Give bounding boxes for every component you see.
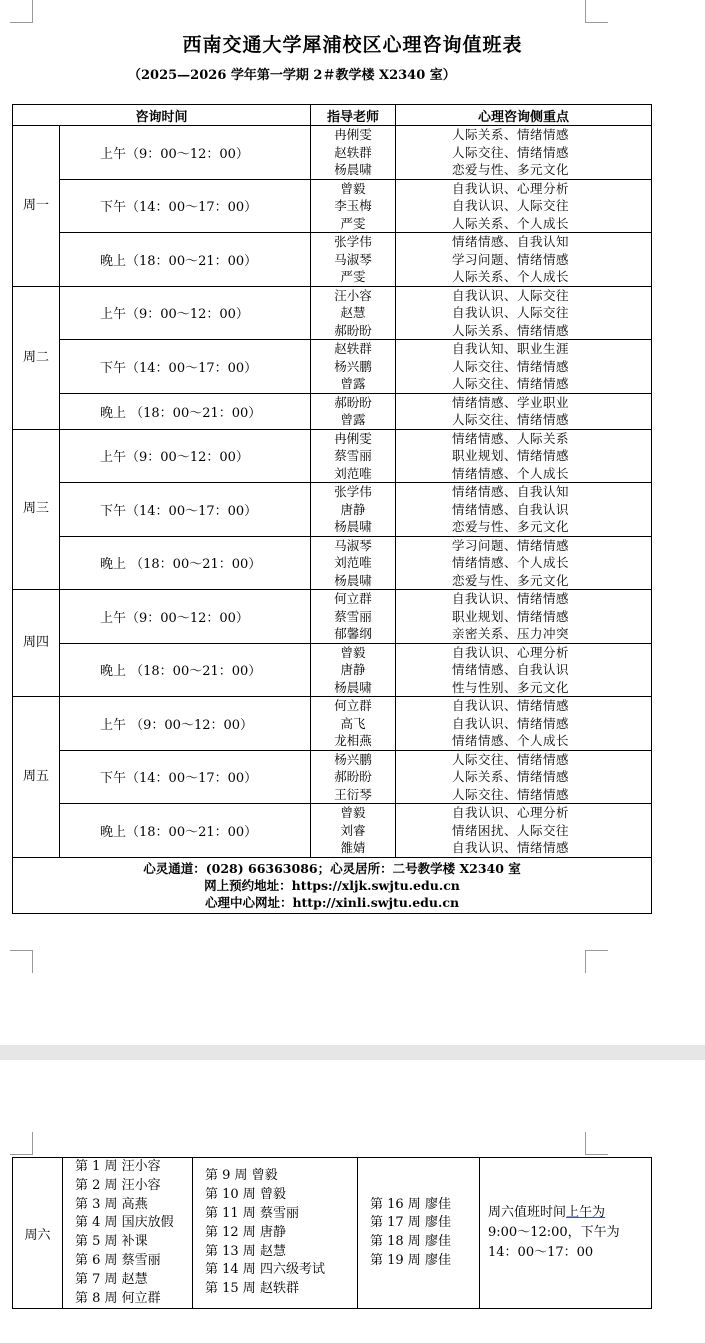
time-slot-cell: 上午（9：00～12：00） [60, 590, 311, 644]
teacher-cell [311, 536, 396, 590]
saturday-week-entry: 第 5 周 补课 [75, 1234, 148, 1250]
saturday-week-entry: 第 10 周 曾毅 [205, 1187, 286, 1203]
focus-item: 自我认识、心理分析 [452, 644, 570, 660]
focus-item: 自我认识、人际交往 [452, 198, 570, 213]
teacher-name: 郝盼盼 [334, 769, 372, 784]
teacher-name: 张学伟 [334, 484, 372, 499]
time-slot-cell: 晚上 （18：00～21：00） [60, 643, 311, 697]
teacher-name: 马淑琴 [334, 537, 372, 553]
saturday-weeks-9-15 [193, 1158, 358, 1309]
contact-footer [13, 857, 652, 913]
teacher-cell [311, 340, 396, 394]
focus-item: 恋爱与性、多元文化 [452, 162, 570, 177]
focus-item: 情绪情感、自我认知 [452, 484, 570, 499]
saturday-week-entry: 第 14 周 四六级考试 [205, 1262, 325, 1278]
saturday-hours-note [480, 1158, 652, 1309]
time-slot-cell: 上午（9：00～12：00） [60, 429, 311, 483]
teacher-cell [311, 179, 396, 233]
focus-item: 人际交往、情绪情感 [452, 358, 570, 374]
teacher-name: 曾露 [340, 376, 366, 391]
focus-cell [396, 643, 652, 697]
focus-item: 人际交往、情绪情感 [452, 786, 570, 802]
focus-item: 自我认识、心理分析 [452, 805, 570, 820]
focus-item: 情绪情感、学业职业 [452, 394, 570, 410]
teacher-name: 杨晨啸 [334, 162, 372, 177]
focus-item: 性与性别、多元文化 [452, 679, 570, 695]
focus-item: 学习问题、情绪情感 [452, 251, 570, 267]
teacher-cell [311, 804, 396, 858]
duty-schedule-table [12, 104, 652, 914]
teacher-name: 雒婧 [340, 840, 366, 855]
focus-item: 人际交往、情绪情感 [452, 376, 570, 391]
focus-item: 情绪情感、个人成长 [452, 733, 570, 748]
teacher-name: 张学伟 [334, 234, 372, 249]
focus-item: 自我认知、职业生涯 [452, 341, 570, 356]
teacher-name: 严雯 [340, 215, 366, 231]
crop-mark [585, 0, 608, 23]
focus-item: 自我认识、情绪情感 [452, 715, 570, 731]
focus-item: 人际交往、情绪情感 [452, 412, 570, 427]
saturday-schedule-table [12, 1157, 652, 1309]
teacher-cell [311, 590, 396, 644]
teacher-cell [311, 233, 396, 287]
time-slot-cell: 上午（9：00～12：00） [60, 286, 311, 340]
teacher-name: 郝盼盼 [334, 394, 372, 410]
focus-item: 人际关系、情绪情感 [452, 127, 570, 142]
teacher-name: 冉俐雯 [334, 430, 372, 446]
focus-cell [396, 536, 652, 590]
weekday-cell: 周一 [13, 126, 60, 287]
teacher-name: 曾毅 [340, 805, 366, 820]
focus-cell [396, 233, 652, 287]
teacher-name: 杨兴鹏 [334, 751, 372, 767]
saturday-week-entry: 第 8 周 何立群 [75, 1290, 161, 1306]
teacher-name: 曾毅 [340, 180, 366, 196]
focus-cell [396, 429, 652, 483]
focus-cell [396, 590, 652, 644]
teacher-name: 杨晨啸 [334, 572, 372, 588]
teacher-name: 王衍琴 [334, 786, 372, 802]
focus-item: 人际关系、情绪情感 [452, 322, 570, 338]
booking-url[interactable]: 网上预约地址：https://xljk.swjtu.edu.cn [204, 877, 460, 893]
weekday-cell: 周五 [13, 697, 60, 858]
focus-item: 人际交往、情绪情感 [452, 751, 570, 767]
focus-cell [396, 750, 652, 804]
focus-item: 自我认识、情绪情感 [452, 698, 570, 713]
crop-mark [10, 1132, 33, 1155]
teacher-name: 蔡雪丽 [334, 448, 372, 463]
header-teacher: 指导老师 [311, 105, 396, 126]
teacher-name: 赵慧 [340, 305, 366, 320]
teacher-name: 高飞 [340, 715, 366, 731]
saturday-week-entry: 第 7 周 赵慧 [75, 1271, 148, 1287]
teacher-name: 刘范唯 [334, 555, 372, 570]
saturday-day-cell: 周六 [13, 1158, 63, 1309]
focus-cell [396, 393, 652, 429]
teacher-name: 蔡雪丽 [334, 608, 372, 624]
time-slot-cell: 下午（14：00～17：00） [60, 179, 311, 233]
teacher-name: 杨晨啸 [334, 519, 372, 534]
teacher-name: 杨兴鹏 [334, 358, 372, 374]
focus-item: 自我认识、情绪情感 [452, 840, 570, 855]
teacher-name: 汪小容 [334, 287, 372, 303]
teacher-name: 曾毅 [340, 644, 366, 660]
saturday-hours-underlined: 上午为 [566, 1205, 606, 1221]
saturday-week-entry: 第 3 周 高燕 [75, 1196, 148, 1212]
teacher-name: 冉俐雯 [334, 127, 372, 142]
focus-item: 情绪情感、个人成长 [452, 465, 570, 481]
saturday-week-entry: 第 9 周 曾毅 [205, 1168, 278, 1184]
saturday-hours-label: 周六值班时间 [488, 1205, 567, 1221]
teacher-name: 何立群 [334, 591, 372, 606]
saturday-weeks-1-8 [63, 1158, 193, 1309]
focus-cell [396, 697, 652, 751]
teacher-name: 刘睿 [340, 822, 366, 838]
teacher-name: 李玉梅 [334, 198, 372, 213]
focus-cell [396, 286, 652, 340]
weekday-cell: 周四 [13, 590, 60, 697]
saturday-week-entry: 第 19 周 廖佳 [370, 1252, 451, 1268]
teacher-name: 杨晨啸 [334, 679, 372, 695]
contact-hotline: 心灵通道：(028) 66363086；心灵居所：二号教学楼 X2340 室 [143, 860, 521, 876]
focus-cell [396, 340, 652, 394]
saturday-week-entry: 第 1 周 汪小容 [75, 1159, 161, 1174]
time-slot-cell: 下午（14：00～17：00） [60, 340, 311, 394]
teacher-cell [311, 643, 396, 697]
weekday-cell: 周二 [13, 286, 60, 429]
saturday-hours-times: 9:00～12:00，下午为 14：00～17：00 [488, 1225, 620, 1261]
focus-item: 亲密关系、压力冲突 [452, 626, 570, 641]
time-slot-cell: 上午 （9：00～12：00） [60, 697, 311, 751]
focus-cell [396, 179, 652, 233]
document-title: 西南交通大学犀浦校区心理咨询值班表 [182, 34, 523, 56]
focus-item: 情绪困扰、人际交往 [452, 822, 570, 838]
teacher-cell [311, 429, 396, 483]
time-slot-cell: 晚上 （18：00～21：00） [60, 393, 311, 429]
focus-cell [396, 483, 652, 537]
weekday-cell: 周三 [13, 429, 60, 590]
focus-item: 学习问题、情绪情感 [452, 537, 570, 553]
teacher-cell [311, 750, 396, 804]
crop-mark [585, 1132, 608, 1155]
saturday-week-entry: 第 16 周 廖佳 [370, 1196, 451, 1212]
teacher-cell [311, 393, 396, 429]
focus-item: 人际关系、个人成长 [452, 215, 570, 231]
teacher-name: 郁馨纲 [334, 626, 372, 641]
teacher-name: 曾露 [340, 412, 366, 427]
time-slot-cell: 下午（14：00～17：00） [60, 750, 311, 804]
teacher-name: 唐静 [340, 662, 366, 677]
teacher-name: 赵轶群 [334, 341, 372, 356]
saturday-week-entry: 第 4 周 国庆放假 [75, 1215, 174, 1231]
teacher-name: 马淑琴 [334, 251, 372, 267]
teacher-cell [311, 126, 396, 180]
saturday-week-entry: 第 13 周 赵慧 [205, 1243, 286, 1259]
header-focus: 心理咨询侧重点 [396, 105, 652, 126]
focus-item: 恋爱与性、多元文化 [452, 519, 570, 534]
crop-mark [10, 0, 33, 23]
time-slot-cell: 下午（14：00～17：00） [60, 483, 311, 537]
focus-cell [396, 804, 652, 858]
crop-mark [10, 950, 33, 973]
teacher-cell [311, 697, 396, 751]
teacher-name: 何立群 [334, 698, 372, 713]
teacher-cell [311, 286, 396, 340]
saturday-week-entry: 第 17 周 廖佳 [370, 1215, 451, 1231]
crop-mark [585, 950, 608, 973]
center-url[interactable]: 心理中心网址：http://xinli.swjtu.edu.cn [204, 894, 460, 910]
focus-item: 情绪情感、人际关系 [452, 430, 570, 446]
time-slot-cell: 上午（9：00～12：00） [60, 126, 311, 180]
saturday-week-entry: 第 15 周 赵轶群 [205, 1281, 299, 1297]
focus-item: 情绪情感、自我认识 [452, 662, 570, 677]
document-subtitle: （2025—2026 学年第一学期 2＃教学楼 X2340 室） [128, 68, 456, 83]
focus-item: 情绪情感、个人成长 [452, 555, 570, 570]
focus-item: 自我认识、情绪情感 [452, 591, 570, 606]
focus-item: 自我认识、人际交往 [452, 305, 570, 320]
focus-item: 情绪情感、自我认识 [452, 501, 570, 517]
focus-item: 人际交往、情绪情感 [452, 144, 570, 160]
focus-item: 恋爱与性、多元文化 [452, 572, 570, 588]
time-slot-cell: 晚上（18：00～21：00） [60, 804, 311, 858]
saturday-week-entry: 第 2 周 汪小容 [75, 1177, 161, 1193]
teacher-name: 唐静 [340, 501, 366, 517]
focus-item: 情绪情感、自我认知 [452, 234, 570, 249]
teacher-name: 刘范唯 [334, 465, 372, 481]
saturday-week-entry: 第 11 周 蔡雪丽 [205, 1205, 299, 1221]
saturday-week-entry: 第 18 周 廖佳 [370, 1234, 451, 1250]
time-slot-cell: 晚上（18：00～21：00） [60, 233, 311, 287]
teacher-cell [311, 483, 396, 537]
focus-item: 自我认识、人际交往 [452, 287, 570, 303]
teacher-name: 龙相燕 [334, 733, 372, 748]
saturday-week-entry: 第 6 周 蔡雪丽 [75, 1252, 161, 1268]
focus-cell [396, 126, 652, 180]
teacher-name: 赵轶群 [334, 144, 372, 160]
teacher-name: 严雯 [340, 269, 366, 284]
focus-item: 人际关系、个人成长 [452, 269, 570, 284]
time-slot-cell: 晚上 （18：00～21：00） [60, 536, 311, 590]
focus-item: 自我认识、心理分析 [452, 180, 570, 196]
focus-item: 职业规划、情绪情感 [452, 608, 570, 624]
saturday-weeks-16-19 [358, 1158, 480, 1309]
teacher-name: 郝盼盼 [334, 322, 372, 338]
saturday-week-entry: 第 12 周 唐静 [205, 1224, 286, 1240]
header-time: 咨询时间 [13, 105, 311, 126]
focus-item: 人际关系、情绪情感 [452, 769, 570, 784]
focus-item: 职业规划、情绪情感 [452, 448, 570, 463]
